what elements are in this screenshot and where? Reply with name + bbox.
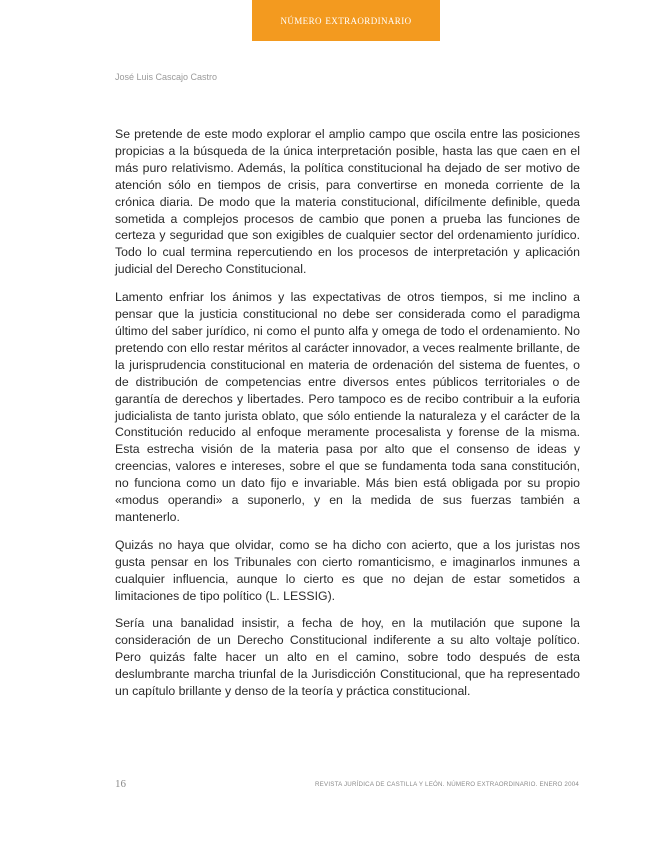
page-number: 16 [115, 778, 126, 790]
section-banner [252, 0, 440, 41]
paragraph: Quizás no haya que olvidar, como se ha dicho con acierto, que a los juristas nos gusta pensar en los Tribunales con cierto romanticismo, e imaginarlos inmunes a cualquier influencia, aunque lo cierto es que no dejan de estar sometidos a limitaciones de tipo político (L. LESSIG). [115, 537, 580, 603]
banner-title: número extraordinario [280, 13, 412, 27]
running-head-author: José Luis Cascajo Castro [115, 72, 218, 82]
article-body [115, 126, 580, 711]
journal-footer: REVISTA JURÍDICA DE CASTILLA Y LEÓN. NÚMERO EXTRAORDINARIO. ENERO 2004 [315, 781, 579, 788]
paragraph: Se pretende de este modo explorar el amplio campo que oscila entre las posiciones propicias a la búsqueda de la única interpretación posible, hasta las que caen en el más puro relativismo. Además, la política constitucional ha dejado de ser motivo de atención sólo en tiempos de crisis, para convertirse en moneda corriente de la crónica diaria. De modo que la materia constitucional, difícilmente definible, queda sometida a complejos procesos de cambio que ponen a prueba las funciones de certeza y seguridad que son exigibles de cualquier sector del ordenamiento jurídico. Todo lo cual termina repercutiendo en los procesos de interpretación y aplicación judicial del Derecho Constitucional. [115, 127, 580, 277]
paragraph: Sería una banalidad insistir, a fecha de hoy, en la mutilación que supone la consideración de un Derecho Constitucional indiferente a su alto voltaje político. Pero quizás falte hacer un alto en el camino, sobre todo después de esta deslumbrante marcha triunfal de la Jurisdicción Constitucional, que ha representado un capítulo brillante y denso de la teoría y práctica constitucional. [115, 616, 580, 699]
paragraph: Lamento enfriar los ánimos y las expectativas de otros tiempos, si me inclino a pensar que la justicia constitucional no debe ser considerada como el paradigma último del saber jurídico, ni como el punto alfa y omega de todo el ordenamiento. No pretendo con ello restar méritos al carácter innovador, a veces realmente brillante, de la jurisprudencia constitucional en materia de ordenación del sistema de fuentes, o de distribución de competencias entre diversos entes públicos territoriales o de garantía de derechos y libertades. Pero tampoco es de recibo contribuir a la euforia judicialista de tanto jurista oblato, que sólo entiende la naturaleza y el carácter de la Constitución reducido al enfoque meramente procesalista y forense de la misma. Esta estrecha visión de la materia pasa por alto que el consenso de ideas y creencias, valores e intereses, sobre el que se fundamenta toda sana constitución, no funciona como un dato fijo e invariable. Más bien está obligada por su propio «modus operandi» a suponerlo, y en la medida de sus fuerzas también a mantenerlo. [115, 290, 580, 524]
